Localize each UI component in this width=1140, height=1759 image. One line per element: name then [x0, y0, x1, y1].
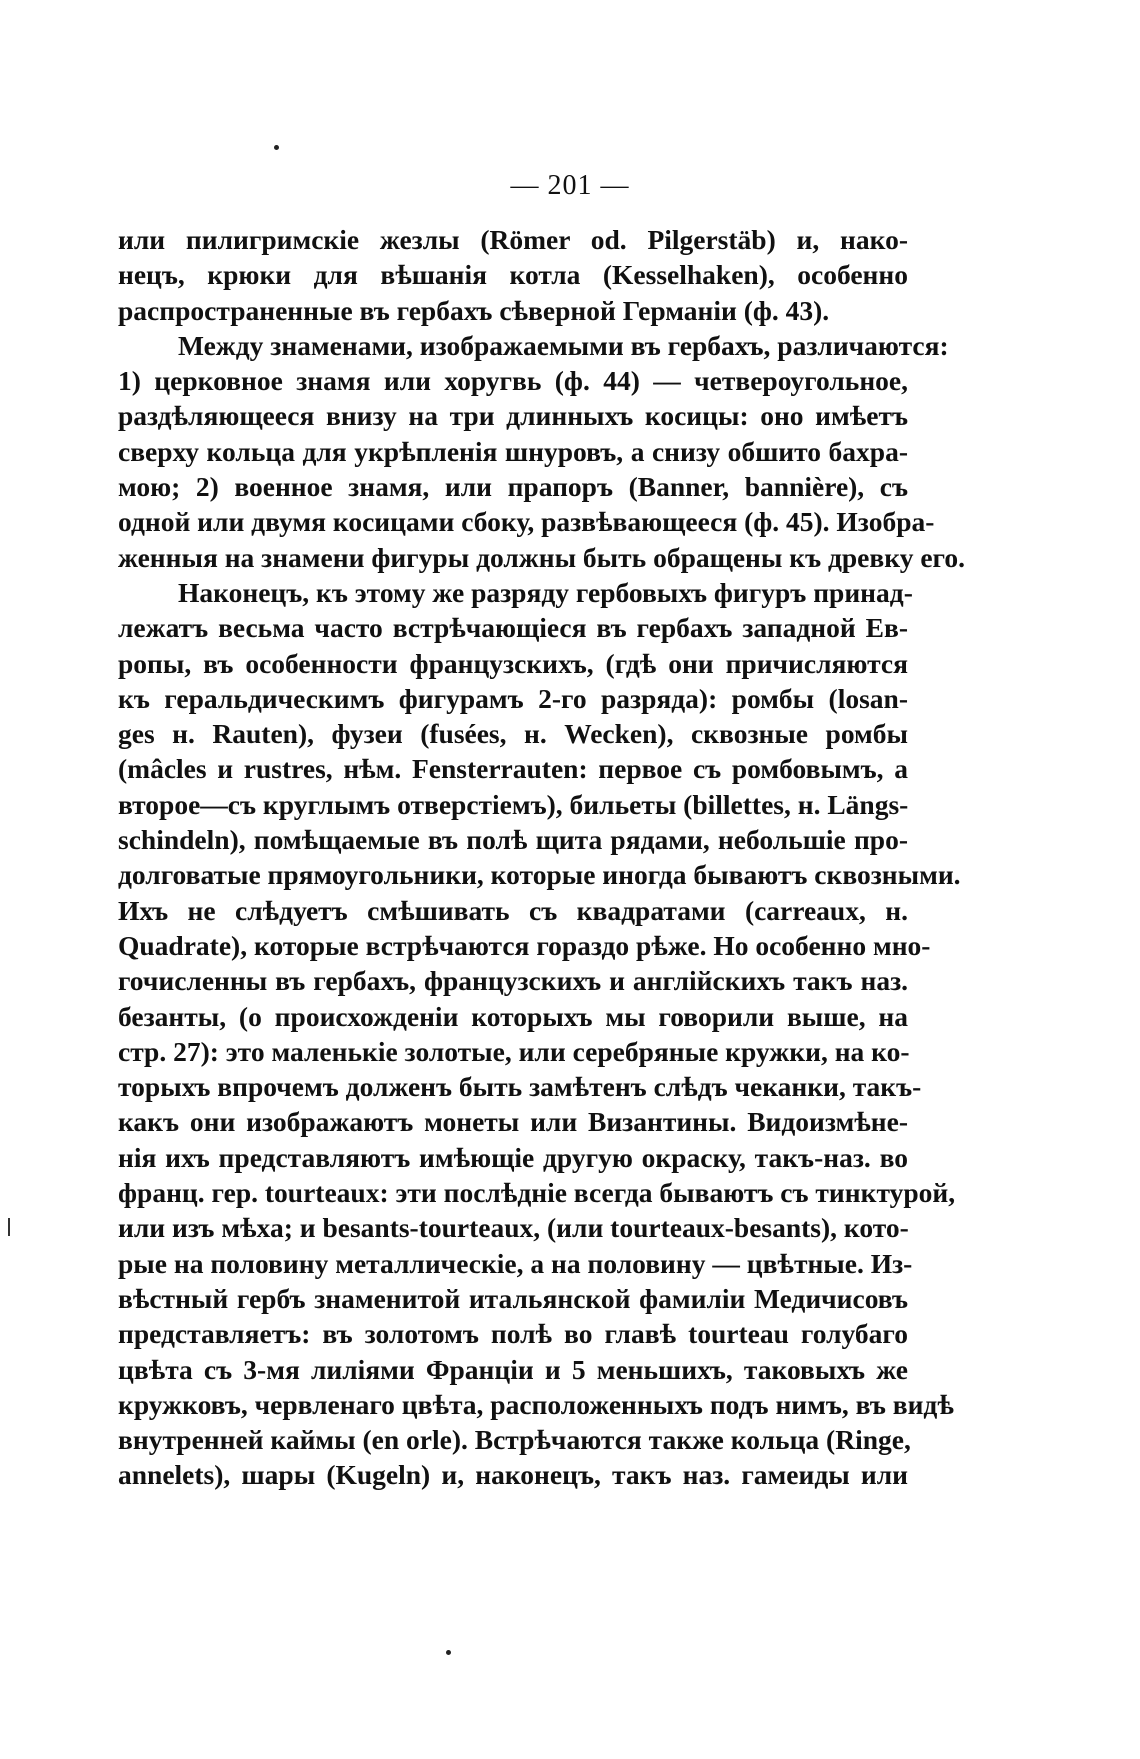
text-line: annelets), шары (Kugeln) и, наконецъ, такъ наз. гамеиды или	[118, 1459, 908, 1491]
text-line: мою; 2) военное знамя, или прапоръ (Banner, bannière), съ	[118, 471, 908, 503]
text-line: или изъ мѣха; и besants-tourteaux, (или tourteaux-besants), кото-	[118, 1212, 909, 1244]
text-line: второе—съ круглымъ отверстіемъ), бильеты (billettes, н. Längs-	[118, 788, 909, 820]
text-line: ропы, въ особенности французскихъ, (гдѣ они причисляются	[118, 647, 908, 679]
text-line: безанты, (о происхожденіи которыхъ мы говорили выше, на	[118, 1000, 908, 1032]
text-line: Ихъ не слѣдуетъ смѣшивать съ квадратами (carreaux, н.	[118, 894, 908, 926]
text-line: 1) церковное знамя или хоругвь (ф. 44) — четвероугольное,	[118, 365, 908, 397]
text-line: одной или двумя косицами сбоку, развѣвающееся (ф. 45). Изобра-	[118, 506, 935, 538]
text-line: (mâcles и rustres, нѣм. Fensterrauten: первое съ ромбовымъ, а	[118, 753, 908, 785]
text-line: лежатъ весьма часто встрѣчающіеся въ гербахъ западной Ев-	[118, 612, 908, 644]
text-line: торыхъ впрочемъ долженъ быть замѣтенъ слѣдъ чеканки, такъ-	[118, 1071, 922, 1103]
text-line: франц. гер. tourteaux: эти послѣдніе всегда бываютъ съ тинктурой,	[118, 1177, 956, 1209]
print-speck	[274, 145, 279, 150]
text-line: долговатые прямоугольники, которые иногда бываютъ сквозными.	[118, 859, 961, 891]
text-line: schindeln), помѣщаемые въ полѣ щита рядами, небольшіе про-	[118, 824, 908, 856]
text-line: ges н. Rauten), фузеи (fusées, н. Wecken), сквозные ромбы	[118, 718, 908, 750]
text-line: внутренней каймы (en orle). Встрѣчаются также кольца (Ringe,	[118, 1424, 911, 1456]
text-line: Между знаменами, изображаемыми въ гербахъ, различаются:	[178, 329, 949, 361]
text-line: стр. 27): это маленькіе золотые, или серебряные кружки, на ко-	[118, 1035, 910, 1067]
text-line: кружковъ, червленаго цвѣта, расположенныхъ подъ нимъ, въ видѣ	[118, 1388, 954, 1420]
text-line: Quadrate), которые встрѣчаются гораздо рѣже. Но особенно мно-	[118, 929, 931, 961]
text-line: гочисленны въ гербахъ, французскихъ и англійскихъ такъ наз.	[118, 965, 908, 997]
text-line: Наконецъ, къ этому же разряду гербовыхъ фигуръ принад-	[178, 576, 913, 608]
text-line: вѣстный гербъ знаменитой итальянской фамиліи Медичисовъ	[118, 1282, 908, 1314]
text-line: представляетъ: въ золотомъ полѣ во главѣ tourteau голубаго	[118, 1318, 908, 1350]
text-line: сверху кольца для укрѣпленія шнуровъ, а снизу обшито бахра-	[118, 435, 908, 467]
text-line: къ геральдическимъ фигурамъ 2-го разряда): ромбы (losan-	[118, 682, 908, 714]
print-speck	[446, 1650, 451, 1655]
text-line: раздѣляющееся внизу на три длинныхъ косицы: оно имѣетъ	[118, 400, 908, 432]
text-line: распространенные въ гербахъ сѣверной Германіи (ф. 43).	[118, 294, 830, 326]
text-line: рые на половину металлическіе, а на половину — цвѣтные. Из-	[118, 1247, 913, 1279]
text-line: женныя на знамени фигуры должны быть обращены къ древку его.	[118, 541, 965, 573]
text-line: какъ они изображаютъ монеты или Византины. Видоизмѣне-	[118, 1106, 908, 1138]
page-number: — 201 —	[510, 170, 630, 201]
text-line: или пилигримскіе жезлы (Römer od. Pilgerstäb) и, нако-	[118, 224, 908, 255]
text-line: нія ихъ представляютъ имѣющіе другую окраску, такъ-наз. во	[118, 1141, 908, 1173]
text-line: нецъ, крюки для вѣшанія котла (Kesselhaken), особенно	[118, 259, 908, 291]
text-line: цвѣта съ 3-мя лиліями Франціи и 5 меньшихъ, таковыхъ же	[118, 1353, 908, 1385]
body-text	[118, 222, 965, 1493]
margin-mark	[8, 1218, 10, 1236]
